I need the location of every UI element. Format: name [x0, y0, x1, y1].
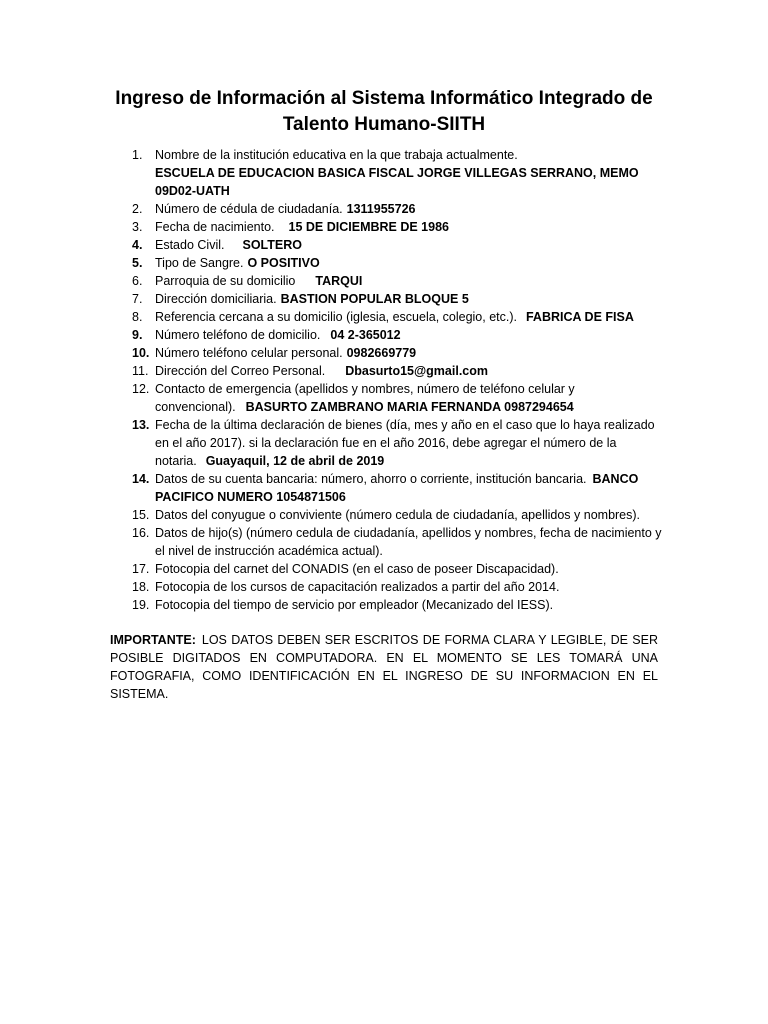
item-text: Número de cédula de ciudadanía. — [155, 202, 343, 216]
item-text: Referencia cercana a su domicilio (iglesia, escuela, colegio, etc.). — [155, 310, 517, 324]
list-item — [120, 218, 665, 236]
important-note — [110, 631, 658, 703]
info-list — [120, 146, 665, 614]
item-number: 14. — [132, 472, 150, 486]
list-item — [120, 506, 665, 524]
item-number: 4. — [132, 238, 143, 252]
item-number: 9. — [132, 328, 143, 342]
item-text: Fecha de nacimiento. — [155, 220, 275, 234]
item-number: 5. — [132, 256, 143, 270]
item-text: Datos de hijo(s) (número cedula de ciudadanía, apellidos y nombres, fecha de nacimiento y el nivel de instrucción académica actual). — [155, 526, 662, 558]
item-number: 19. — [132, 598, 150, 612]
item-text: Datos de su cuenta bancaria: número, ahorro o corriente, institución bancaria. — [155, 472, 587, 486]
item-value: FABRICA DE FISA — [525, 310, 634, 324]
list-item — [120, 308, 665, 326]
item-number: 11. — [132, 364, 149, 378]
title-line-1: Ingreso de Información al Sistema Informático Integrado de — [115, 88, 653, 109]
list-item — [120, 524, 665, 560]
item-value: Guayaquil, 12 de abril de 2019 — [205, 454, 385, 468]
list-item — [120, 272, 665, 290]
item-number: 15. — [132, 508, 150, 522]
title-line-2: Talento Humano-SIITH — [282, 114, 486, 135]
list-item — [120, 236, 665, 254]
item-value: TARQUI — [315, 274, 363, 288]
item-number: 16. — [132, 526, 150, 540]
list-item — [120, 146, 665, 200]
item-text: Tipo de Sangre. — [155, 256, 244, 270]
item-text: Fecha de la última declaración de bienes (día, mes y año en el caso que lo haya realizado en el año 2017). si la declaración fue en el año 2016, debe agregar el número de la notaria. — [155, 418, 655, 468]
list-item — [120, 200, 665, 218]
document-title — [100, 86, 668, 138]
item-value: BASTION POPULAR BLOQUE 5 — [280, 292, 469, 306]
item-value: SOLTERO — [242, 238, 302, 252]
list-item — [120, 596, 665, 614]
item-value: 04 2-365012 — [330, 328, 401, 342]
item-number: 6. — [132, 274, 143, 288]
item-text: Contacto de emergencia (apellidos y nombres, número de teléfono celular y convencional). — [155, 382, 575, 414]
item-number: 12. — [132, 382, 150, 396]
list-item — [120, 290, 665, 308]
item-value: Dbasurto15@gmail.com — [345, 364, 488, 378]
item-number: 7. — [132, 292, 143, 306]
item-value: 0982669779 — [346, 346, 417, 360]
item-value: O POSITIVO — [247, 256, 320, 270]
list-item — [120, 362, 665, 380]
list-item — [120, 560, 665, 578]
item-text: Nombre de la institución educativa en la que trabaja actualmente. — [155, 148, 518, 162]
item-number: 10. — [132, 346, 150, 360]
list-item — [120, 344, 665, 362]
item-text: Número teléfono de domicilio. — [155, 328, 321, 342]
item-text: Fotocopia del carnet del CONADIS (en el caso de poseer Discapacidad). — [155, 562, 559, 576]
item-value: BANCO PACIFICO NUMERO 1054871506 — [155, 472, 639, 504]
item-value: BASURTO ZAMBRANO MARIA FERNANDA 0987294654 — [245, 400, 574, 414]
important-text: LOS DATOS DEBEN SER ESCRITOS DE FORMA CLARA Y LEGIBLE, DE SER POSIBLE DIGITADOS EN COMPUTADORA. EN EL MOMENTO SE LES TOMARÁ UNA FOTOGRAFIA, COMO IDENTIFICACIÓN EN EL INGRESO DE SU INFORMACION EN EL SISTEMA. — [110, 633, 658, 701]
item-number: 1. — [132, 148, 143, 162]
item-text: Dirección del Correo Personal. — [155, 364, 326, 378]
item-value: ESCUELA DE EDUCACION BASICA FISCAL JORGE VILLEGAS SERRANO, MEMO 09D02-UATH — [155, 166, 639, 198]
item-text: Número teléfono celular personal. — [155, 346, 343, 360]
list-item — [120, 380, 665, 416]
item-number: 18. — [132, 580, 150, 594]
list-item — [120, 470, 665, 506]
item-text: Fotocopia de los cursos de capacitación realizados a partir del año 2014. — [155, 580, 560, 594]
list-item — [120, 326, 665, 344]
item-number: 13. — [132, 418, 150, 432]
item-text: Estado Civil. — [155, 238, 225, 252]
list-item — [120, 416, 665, 470]
important-label: IMPORTANTE: — [110, 633, 196, 647]
item-number: 17. — [132, 562, 150, 576]
item-text: Dirección domiciliaria. — [155, 292, 277, 306]
list-item — [120, 578, 665, 596]
item-value: 1311955726 — [346, 202, 416, 216]
list-item — [120, 254, 665, 272]
item-text: Parroquia de su domicilio — [155, 274, 296, 288]
item-value: 15 DE DICIEMBRE DE 1986 — [288, 220, 449, 234]
item-number: 2. — [132, 202, 143, 216]
item-text: Datos del conyugue o conviviente (número cedula de ciudadanía, apellidos y nombres). — [155, 508, 641, 522]
item-number: 8. — [132, 310, 143, 324]
item-text: Fotocopia del tiempo de servicio por empleador (Mecanizado del IESS). — [155, 598, 554, 612]
item-number: 3. — [132, 220, 143, 234]
